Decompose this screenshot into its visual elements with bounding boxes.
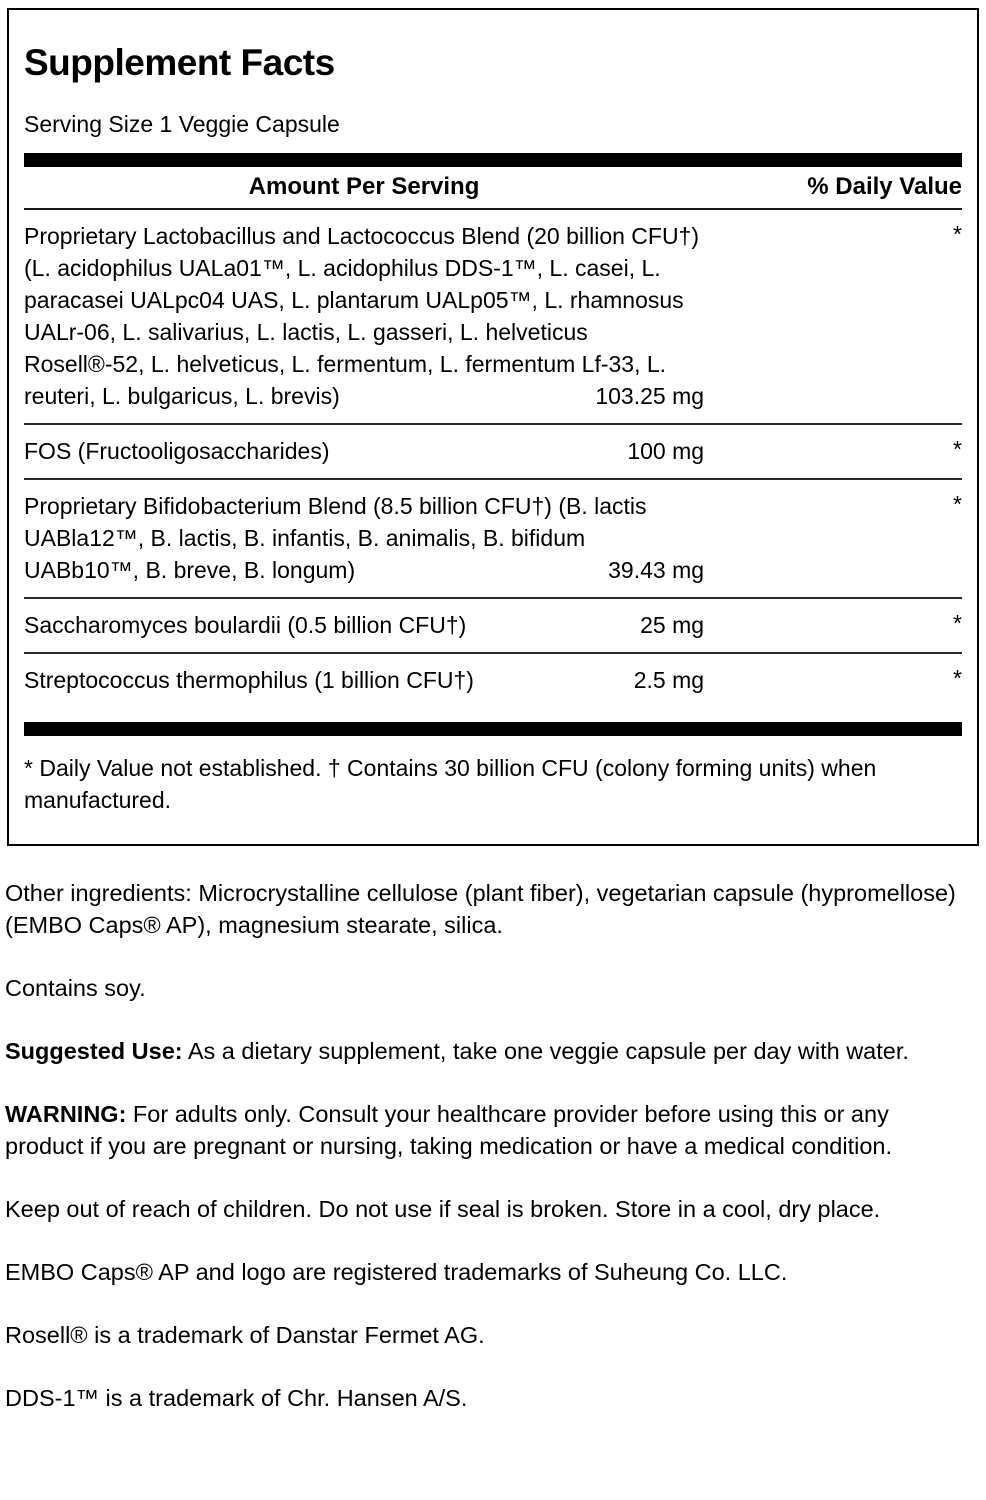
serving-size: Serving Size 1 Veggie Capsule [24, 110, 340, 137]
ingredient-amount: 2.5 mg [633, 667, 705, 694]
amount-per-serving-header: Amount Per Serving [248, 173, 480, 201]
warning-paragraph [5, 1098, 966, 1162]
ingredient-cell [24, 609, 704, 641]
ingredient-name: Proprietary Bifidobacterium Blend (8.5 billion CFU†) (B. lactis UABla12™, B. lactis, B. infantis, B. animalis, B. bifidum UABb10™, B. breve, B. longum) [24, 493, 647, 584]
table-row-lactobacillus-blend [24, 210, 962, 425]
daily-value-cell: * [953, 491, 962, 518]
storage-statement: Keep out of reach of children. Do not use if seal is broken. Store in a cool, dry place. [5, 1196, 881, 1223]
ingredient-cell [24, 435, 704, 467]
daily-value-cell: * [953, 665, 962, 692]
other-ingredients-text: Other ingredients: Microcrystalline cellulose (plant fiber), vegetarian capsule (hypromellose) (EMBO Caps® AP), magnesium stearate, silica. [5, 880, 956, 939]
ingredient-cell [24, 490, 704, 586]
ingredient-name: Saccharomyces boulardii (0.5 billion CFU†) [24, 612, 467, 639]
ingredient-name: FOS (Fructooligosaccharides) [24, 438, 330, 465]
panel-title: Supplement Facts [24, 42, 335, 83]
warning-label: WARNING: [5, 1101, 127, 1128]
warning-text: For adults only. Consult your healthcare provider before using this or any product if you are pregnant or nursing, taking medication or have a medical condition. [5, 1101, 892, 1160]
table-row-fos [24, 425, 962, 480]
ingredient-amount: 39.43 mg [608, 557, 705, 584]
daily-value-cell: * [953, 221, 962, 248]
ingredient-amount: 103.25 mg [595, 383, 705, 410]
ingredient-amount: 100 mg [627, 438, 705, 465]
suggested-use-label: Suggested Use: [5, 1038, 183, 1065]
divider-thick-bottom [24, 722, 962, 736]
trademark-embo-statement: EMBO Caps® AP and logo are registered trademarks of Suheung Co. LLC. [5, 1259, 788, 1286]
table-row-saccharomyces [24, 599, 962, 654]
ingredient-cell [24, 664, 704, 696]
daily-value-header: % Daily Value [807, 173, 962, 201]
ingredient-amount: 25 mg [640, 612, 705, 639]
daily-value-cell: * [953, 610, 962, 637]
table-header-row [24, 167, 962, 210]
label-details [0, 877, 986, 1444]
suggested-use-paragraph [5, 1035, 966, 1067]
trademark-rosell-statement: Rosell® is a trademark of Danstar Fermet AG. [5, 1322, 485, 1349]
table-row-streptococcus [24, 654, 962, 707]
suggested-use-text: As a dietary supplement, take one veggie capsule per day with water. [182, 1038, 909, 1065]
daily-value-footnote: * Daily Value not established. † Contains 30 billion CFU (colony forming units) when manufactured. [24, 755, 877, 814]
supplement-facts-panel [7, 8, 979, 846]
allergen-statement: Contains soy. [5, 975, 146, 1002]
daily-value-cell: * [953, 436, 962, 463]
trademark-dds-statement: DDS-1™ is a trademark of Chr. Hansen A/S. [5, 1385, 468, 1412]
table-row-bifidobacterium-blend [24, 480, 962, 599]
ingredient-name: Streptococcus thermophilus (1 billion CFU†) [24, 667, 474, 694]
ingredient-cell [24, 220, 704, 412]
divider-thick-top [24, 153, 962, 167]
ingredient-name: Proprietary Lactobacillus and Lactococcus Blend (20 billion CFU†) (L. acidophilus UALa01™, L. acidophilus DDS-1™, L. casei, L. paracasei UALpc04 UAS, L. plantarum UALp05™, L. rhamnosus UALr-06, L. salivarius, L. lactis, L. gasseri, L. helveticus Rosell®-52, L. helveticus, L. fermentum, L. fermentum Lf-33, L. reuteri, L. bulgaricus, L. brevis) [24, 223, 700, 410]
